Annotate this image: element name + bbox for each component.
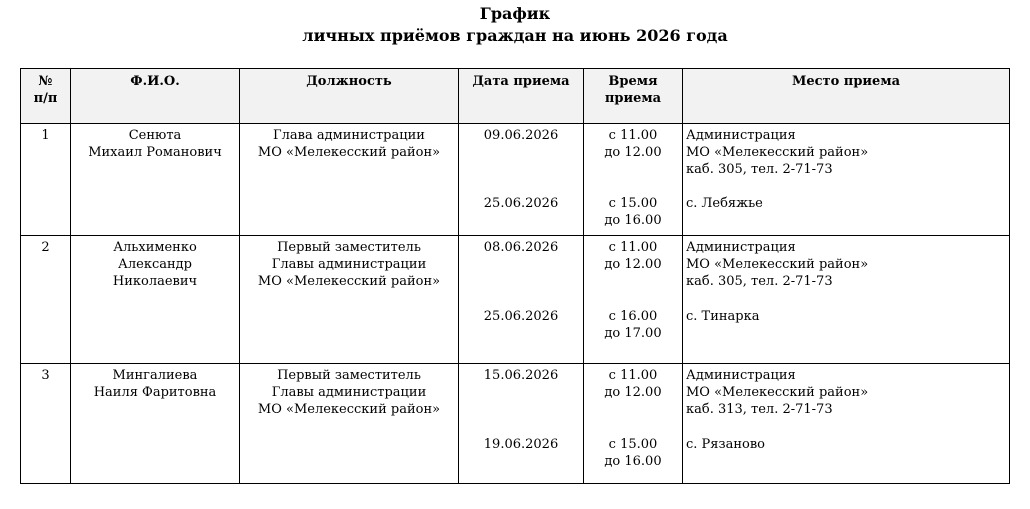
cell-time — [584, 236, 683, 364]
table-row — [21, 124, 1010, 236]
cell-place — [683, 364, 1010, 484]
cell-position — [240, 364, 459, 484]
cell-date — [459, 124, 584, 236]
time-from: с 11.00 — [608, 128, 658, 143]
cell-num: 1 — [21, 124, 71, 236]
fio-line: Альхименко — [113, 240, 197, 255]
place-line: с. Рязаново — [686, 437, 765, 452]
table-row — [21, 236, 1010, 364]
spacer — [587, 273, 679, 308]
cell-place — [683, 236, 1010, 364]
cell-fio — [71, 364, 240, 484]
place-line: Администрация — [686, 368, 796, 383]
position-line: Первый заместитель — [277, 368, 421, 383]
header-num-line-2: п/п — [33, 91, 58, 106]
place-line: Администрация — [686, 240, 796, 255]
spacer — [462, 144, 580, 195]
time-to: до 17.00 — [604, 326, 662, 341]
cell-date — [459, 236, 584, 364]
date-value: 15.06.2026 — [483, 368, 559, 383]
table-row — [21, 364, 1010, 484]
position-line: МО «Мелекесский район» — [257, 274, 441, 289]
time-to: до 12.00 — [604, 385, 662, 400]
cell-num: 3 — [21, 364, 71, 484]
header-num-line-1: № — [38, 74, 53, 89]
header-position: Должность — [240, 69, 459, 124]
spacer — [462, 384, 580, 436]
place-line: каб. 305, тел. 2-71-73 — [686, 274, 833, 289]
time-from: с 11.00 — [608, 240, 658, 255]
table-header-row — [21, 69, 1010, 124]
cell-place — [683, 124, 1010, 236]
title-line-2: личных приёмов граждан на июнь 2026 года — [302, 26, 728, 45]
header-num — [21, 69, 71, 124]
spacer — [686, 290, 1006, 308]
time-to: до 12.00 — [604, 257, 662, 272]
place-line: МО «Мелекесский район» — [686, 145, 869, 160]
position-line: МО «Мелекесский район» — [257, 145, 441, 160]
time-to: до 16.00 — [604, 454, 662, 469]
header-time-line-1: Время — [608, 74, 658, 89]
spacer — [686, 178, 1006, 195]
position-line: Глава администрации — [273, 128, 425, 143]
document-title — [0, 3, 1030, 47]
schedule-table — [20, 68, 1010, 484]
date-value: 19.06.2026 — [483, 437, 559, 452]
header-fio: Ф.И.О. — [71, 69, 240, 124]
fio-line: Мингалиева — [112, 368, 198, 383]
cell-date — [459, 364, 584, 484]
cell-time — [584, 124, 683, 236]
spacer — [587, 401, 679, 436]
time-from: с 16.00 — [608, 309, 658, 324]
place-line: каб. 313, тел. 2-71-73 — [686, 402, 833, 417]
date-value: 09.06.2026 — [483, 128, 559, 143]
cell-num: 2 — [21, 236, 71, 364]
place-line: каб. 305, тел. 2-71-73 — [686, 162, 833, 177]
date-value: 08.06.2026 — [483, 240, 559, 255]
time-to: до 12.00 — [604, 145, 662, 160]
fio-line: Михаил Романович — [88, 145, 222, 160]
fio-line: Наиля Фаритовна — [93, 385, 217, 400]
fio-line: Александр Николаевич — [112, 257, 198, 289]
header-time — [584, 69, 683, 124]
date-value: 25.06.2026 — [483, 196, 559, 211]
spacer — [686, 418, 1006, 436]
header-place: Место приема — [683, 69, 1010, 124]
place-line: с. Лебяжье — [686, 196, 763, 211]
position-line: Первый заместитель — [277, 240, 421, 255]
place-line: МО «Мелекесский район» — [686, 385, 869, 400]
time-from: с 15.00 — [608, 437, 658, 452]
position-line: МО «Мелекесский район» — [257, 402, 441, 417]
time-from: с 15.00 — [608, 196, 658, 211]
place-line: МО «Мелекесский район» — [686, 257, 869, 272]
spacer — [587, 161, 679, 195]
position-line: Главы администрации — [271, 257, 427, 272]
cell-position — [240, 236, 459, 364]
place-line: Администрация — [686, 128, 796, 143]
fio-line: Сенюта — [128, 128, 182, 143]
cell-time — [584, 364, 683, 484]
header-date: Дата приема — [459, 69, 584, 124]
cell-fio — [71, 124, 240, 236]
header-time-line-2: приема — [604, 91, 662, 106]
title-line-1: График — [479, 4, 551, 23]
cell-position — [240, 124, 459, 236]
time-from: с 11.00 — [608, 368, 658, 383]
place-line: с. Тинарка — [686, 309, 760, 324]
spacer — [462, 256, 580, 308]
time-to: до 16.00 — [604, 213, 662, 228]
position-line: Главы администрации — [271, 385, 427, 400]
cell-fio — [71, 236, 240, 364]
date-value: 25.06.2026 — [483, 309, 559, 324]
